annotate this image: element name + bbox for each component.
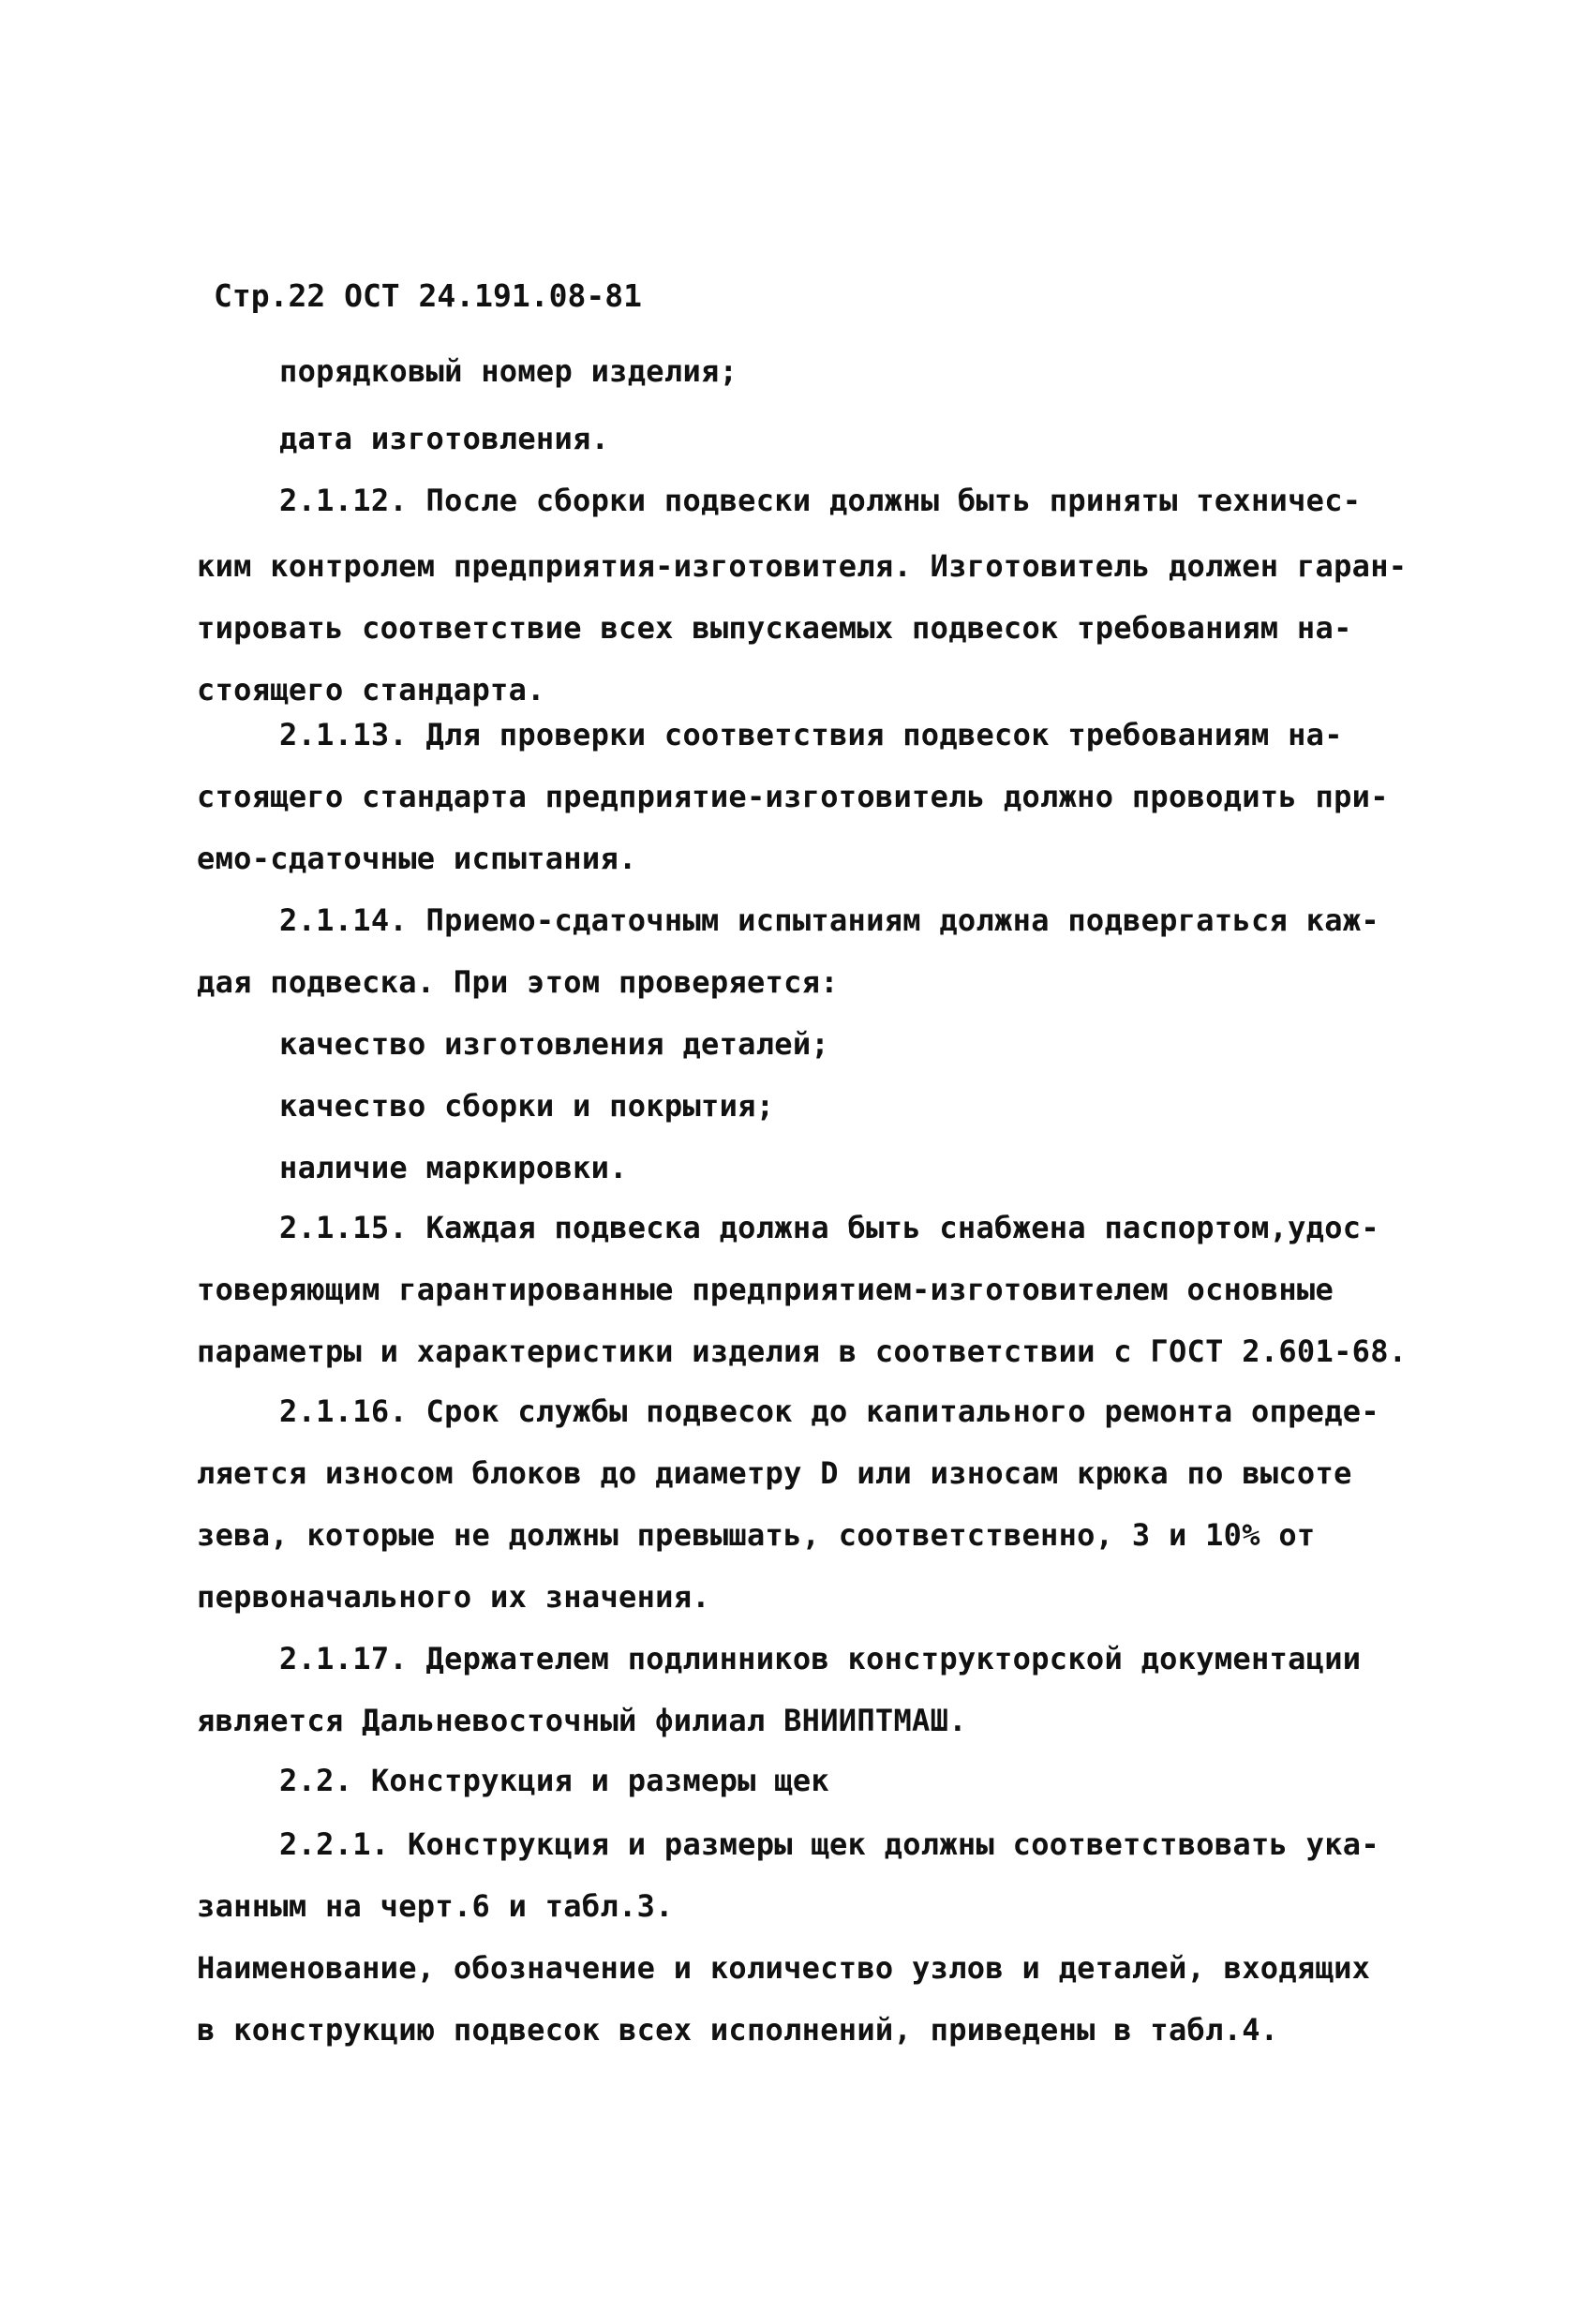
clause-2-1-15: 2.1.15. Каждая подвеска должна быть снабжена паспортом,удос- [279,1210,1379,1245]
text-line: порядковый номер изделия; [279,353,738,389]
clause-2-1-12: 2.1.12. После сборки подвески должны быть приняты техничес- [279,483,1362,518]
list-item: качество изготовления деталей; [279,1026,829,1062]
text-line: ляется износом блоков до диаметру D или износам крюка по высоте [197,1455,1352,1491]
text-line: параметры и характеристики изделия в соответствии с ГОСТ 2.601-68. [197,1333,1408,1369]
list-item: качество сборки и покрытия; [279,1088,775,1124]
text-line: первоначального их значения. [197,1579,710,1615]
text-line: занным на черт.6 и табл.3. [197,1888,674,1924]
text-line: Наименование, обозначение и количество узлов и деталей, входящих [197,1950,1371,1986]
list-item: наличие маркировки. [279,1150,628,1185]
text-line: ким контролем предприятия-изготовителя. Изготовитель должен гаран- [197,548,1408,584]
text-line: тировать соответствие всех выпускаемых подвесок требованиям на- [197,610,1352,646]
text-line: стоящего стандарта предприятие-изготовитель должно проводить при- [197,779,1389,814]
clause-2-2-1: 2.2.1. Конструкция и размеры щек должны соответствовать ука- [279,1826,1379,1862]
clause-2-1-14: 2.1.14. Приемо-сдаточным испытаниям должна подвергаться каж- [279,902,1379,938]
text-line: дая подвеска. При этом проверяется: [197,964,839,1000]
clause-2-1-17: 2.1.17. Держателем подлинников конструкторской документации [279,1641,1362,1676]
text-line: стоящего стандарта. [197,672,545,708]
page-header: Стр.22 ОСТ 24.191.08-81 [214,277,642,314]
clause-2-1-13: 2.1.13. Для проверки соответствия подвесок требованиям на- [279,717,1343,752]
text-line: емо-сдаточные испытания. [197,841,637,876]
clause-2-1-16: 2.1.16. Срок службы подвесок до капитального ремонта опреде- [279,1393,1379,1429]
section-heading-2-2: 2.2. Конструкция и размеры щек [279,1763,829,1798]
text-line: является Дальневосточный филиал ВНИИПТМАШ. [197,1703,967,1738]
text-line: товеряющим гарантированные предприятием-изготовителем основные [197,1272,1334,1307]
text-line: в конструкцию подвесок всех исполнений, приведены в табл.4. [197,2012,1279,2048]
text-line: дата изготовления. [279,421,610,456]
text-line: зева, которые не должны превышать, соответственно, 3 и 10% от [197,1517,1316,1553]
